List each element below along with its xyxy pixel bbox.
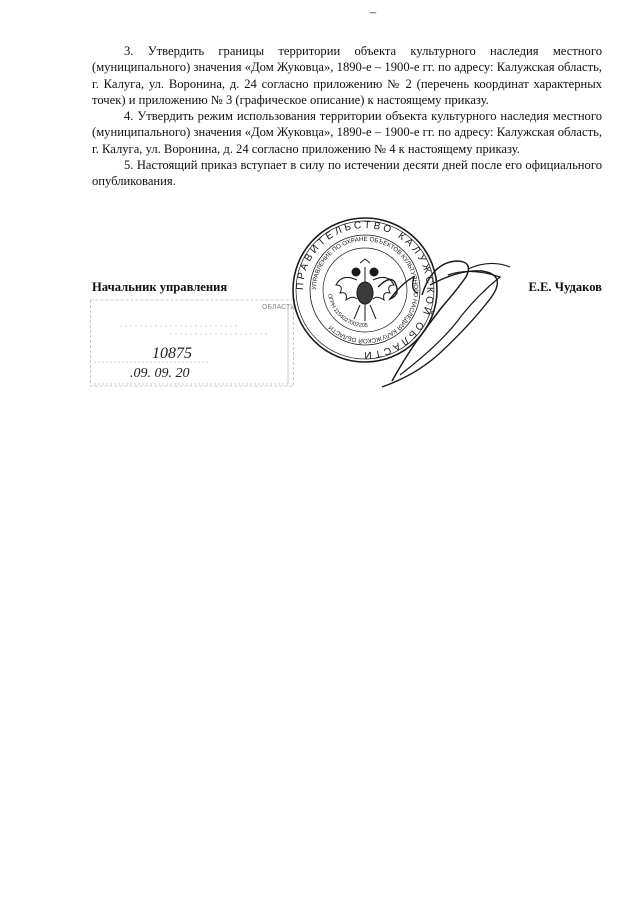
seal-outer-text: ПРАВИТЕЛЬСТВО КАЛУЖСКОЙ ОБЛАСТИ: [294, 219, 436, 361]
paragraph-5: 5. Настоящий приказ вступает в силу по истечении десяти дней после его официального опубликования.: [92, 158, 602, 189]
seal-ogrn-text: ОГРН 1154027002205: [326, 293, 368, 330]
page-mark: _: [370, 2, 377, 14]
registration-stamp: [90, 292, 295, 388]
seal-inner-text: УПРАВЛЕНИЕ ПО ОХРАНЕ ОБЪЕКТОВ КУЛЬТУРНОГО НАСЛЕДИЯ КАЛУЖСКОЙ ОБЛАСТИ: [310, 235, 420, 345]
handwritten-signature: [370, 255, 520, 395]
order-body: [92, 43, 602, 190]
paragraph-3: 3. Утвердить границы территории объекта культурного наследия местного (муниципального) значения «Дом Жуковца», 1890-е – 1900-е гг. по адресу: Калужская область, г. Калуга, ул. Воронина, д. 24 согласно приложению № 2 (перечень координат характерных точек) и приложению № 3 (графическое описание) к настоящему приказу.: [92, 44, 602, 107]
registration-date: .09. 09. 20: [130, 366, 190, 381]
signer-name: Е.Е. Чудаков: [528, 280, 602, 294]
paragraph-4: 4. Утвердить режим использования территории объекта культурного наследия местного (муниципального) значения «Дом Жуковца», 1890-е – 1900-е гг. по адресу: Калужская область, г. Калуга, ул. Воронина, д. 24 согласно приложению № 4 к настоящему приказу.: [92, 109, 602, 156]
registration-number: 10875: [152, 345, 192, 362]
signer-title: Начальник управления: [92, 280, 228, 294]
registration-stamp-header: ОБЛАСТИ: [262, 304, 296, 311]
